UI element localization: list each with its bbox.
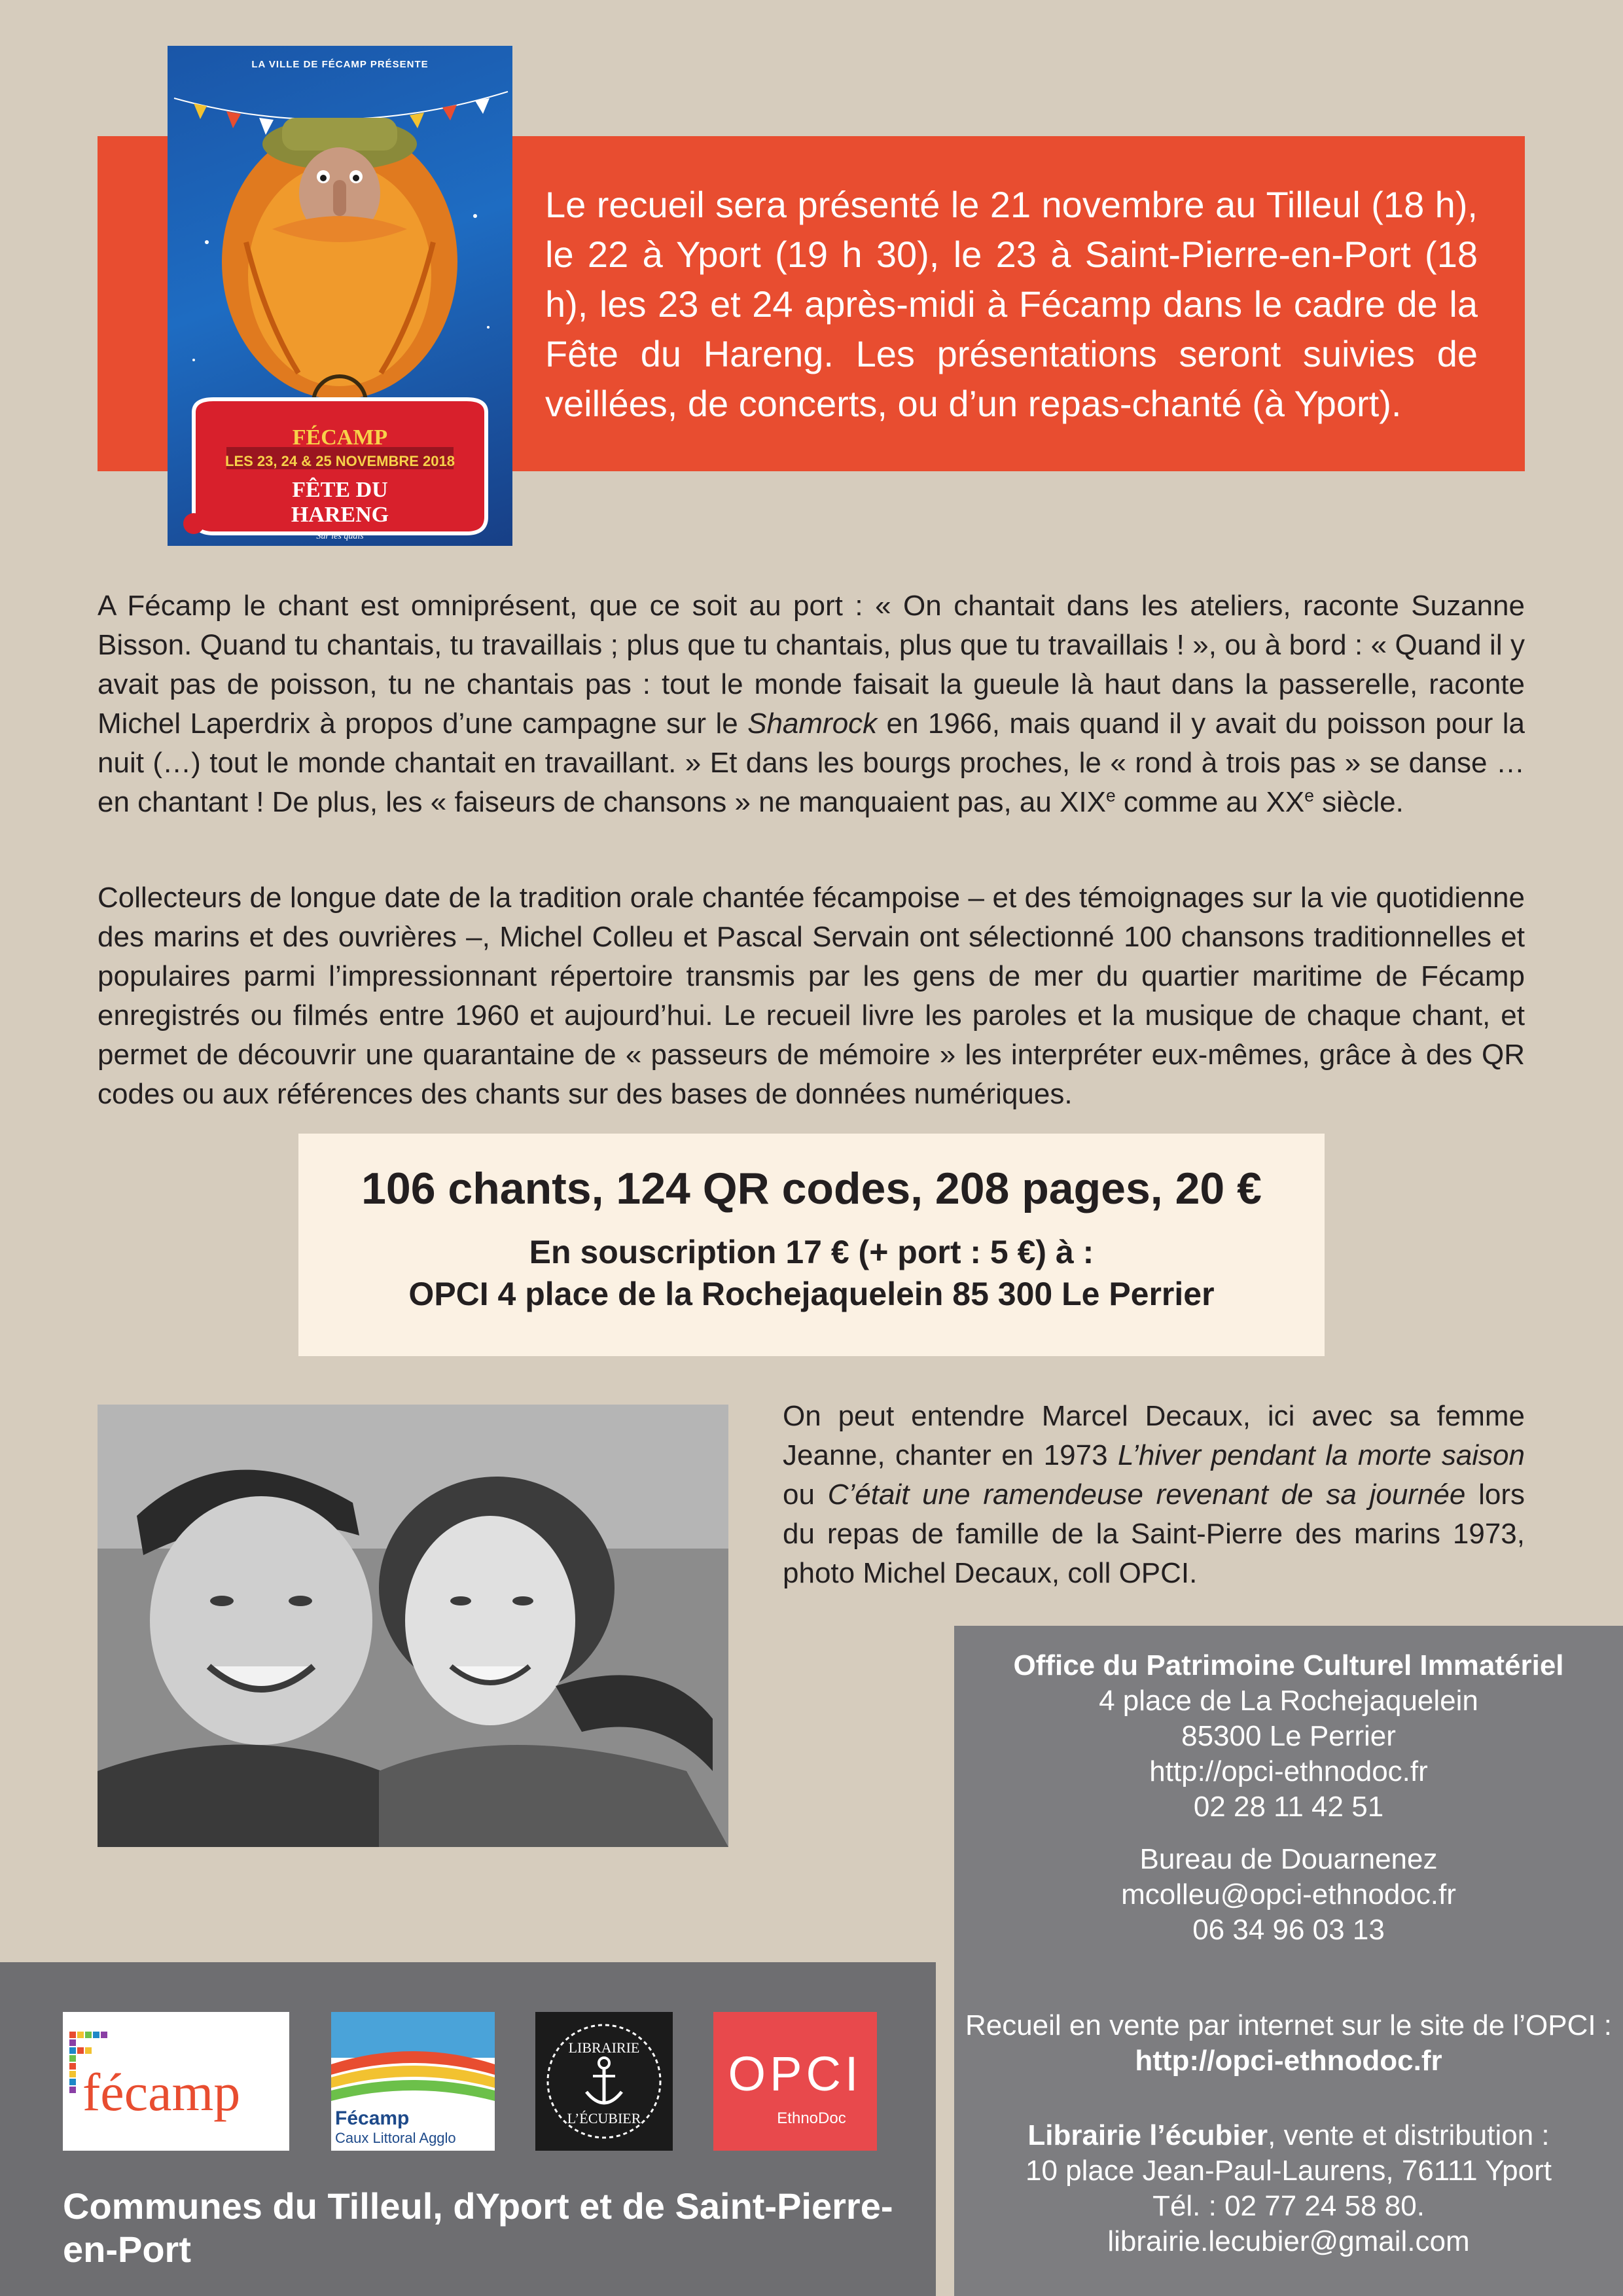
para1-part4: siècle. [1313,786,1404,818]
fecamp-logo [63,2012,289,2151]
poster-dates: LES 23, 24 & 25 NOVEMBRE 2018 [225,453,455,469]
para1-part2: en 1966, mais quand il y avait du poisson pour la nuit (…) tout le monde chantait en travaillant. » Et dans les bourgs proches, le « rond à trois pas » se danse …en chantant ! De plus, les « faiseurs de chansons » ne manquaient pas, au XIX [98,708,1525,818]
anchor-icon [535,2012,673,2151]
contact-panel [954,1626,1623,2296]
online-sale-link[interactable]: http://opci-ethnodoc.fr [1135,2045,1442,2077]
phone-number: 02 28 11 42 51 [1193,1791,1384,1823]
caption-part3: lors du repas de famille de la Saint-Pierre des marins 1973, photo Michel Decaux, coll OPCI. [783,1479,1525,1589]
online-sale-block [954,2008,1623,2079]
couple-photo-drawing [98,1405,728,1847]
subscription-address: OPCI 4 place de la Rochejaquelein 85 300 Le Perrier [408,1276,1215,1312]
city-address: 85300 Le Perrier [1181,1720,1396,1752]
agglo-logo-name: Fécamp [335,2108,410,2129]
book-info-headline: 106 chants, 124 QR codes, 208 pages, 20 € [361,1164,1262,1213]
online-sale-text: Recueil en vente par internet sur le site de l’OPCI : [965,2009,1613,2041]
caption-part2: ou [783,1479,828,1511]
poster-signature: Sur les quais [316,531,364,541]
bureau-name: Bureau de Douarnenez [1139,1843,1438,1875]
agglo-logo-subtitle: Caux Littoral Agglo [335,2130,456,2146]
fecamp-logo-text: fécamp [82,2062,241,2122]
subscription-price: En souscription 17 € (+ port : 5 €) à : [529,1234,1094,1270]
announcement-text: Le recueil sera présenté le 21 novembre au Tilleul (18 h), le 22 à Yport (19 h 30), le 23 à Saint-Pierre-en-Port (18 h), les 23 et 24 après-midi à Fécamp dans le cadre de la Fête du Hareng. Les présentations seront suivies de veillées, de concerts, ou d’un repas-chanté (à Yport). [545,184,1478,424]
song-title: L’hiver pendant la morte saison [1118,1439,1525,1471]
fecamp-logo-mark [63,2012,289,2151]
poster-presents-text: LA VILLE DE FÉCAMP PRÉSENTE [251,59,429,70]
sponsor-band [0,1962,936,2296]
librairie-lecubier-logo [535,2012,673,2151]
bookshop-phone: Tél. : 02 77 24 58 80. [1152,2190,1425,2222]
para1-part3: comme au XX [1115,786,1305,818]
collectors-paragraph: Collecteurs de longue date de la tradition orale chantée fécampoise – et des témoignages sur la vie quotidienne des marins et des ouvrières –, Michel Colleu et Pascal Servain ont sélectionné 100 chansons traditionnelles et populaires parmi l’impressionnant répertoire transmis par les gens de mer du quartier maritime de Fécamp enregistrés ou filmés entre 1960 et aujourd’hui. Le recueil livre les paroles et la musique de chaque chant, et permet de découvrir une quarantaine de « passeurs de mémoire » les interpréter eux-mêmes, grâce à des QR codes ou aux références des chants sur des bases de données numériques. [98,882,1525,1110]
caption-part1: On peut entendre Marcel Decaux, ici avec sa femme Jeanne, chanter en 1973 [783,1400,1525,1471]
agglo-logo-mark [331,2012,495,2151]
ecubier-logo-bottom: L’ÉCUBIER [567,2110,641,2126]
poster-fete-line2: HARENG [291,503,389,527]
intro-paragraph [98,586,1525,822]
bureau-phone: 06 34 96 03 13 [1192,1914,1385,1946]
fete-du-hareng-poster [168,46,512,546]
photo-caption [783,1397,1525,1593]
couple-photo [98,1405,728,1847]
opci-logo-subtitle: EthnoDoc [777,2109,846,2127]
ecubier-logo-top: LIBRAIRIE [568,2039,640,2056]
bookshop-role: , vente et distribution : [1268,2119,1550,2151]
bookshop-address: 10 place Jean-Paul-Laurens, 76111 Yport [1026,2155,1552,2187]
bookshop-name: Librairie l’écubier [1027,2119,1268,2151]
email-link[interactable]: mcolleu@opci-ethnodoc.fr [1121,1878,1456,1910]
opci-logo-mark [713,2012,877,2151]
poster-fete-title [168,478,512,528]
bookshop-email[interactable]: librairie.lecubier@gmail.com [1107,2225,1470,2257]
opci-logo [713,2012,877,2151]
para1-part1: A Fécamp le chant est omniprésent, que ce soit au port : « On chantait dans les ateliers, raconte Suzanne Bisson. Quand tu chantais, tu travaillais ; plus que tu chantais, plus que tu travaillais ! », ou à bord : « Quand il y avait pas de poisson, tu ne chantais pas : tout le monde faisait la gueule là haut dans la passerelle, raconte Michel Laperdrix à propos d’une campagne sur le [98,590,1525,740]
organization-name: Office du Patrimoine Culturel Immatériel [1013,1649,1564,1681]
poster-illustration [168,46,512,546]
opci-logo-text: OPCI [728,2047,863,2101]
song-title: C’était une ramendeuse revenant de sa journée [827,1479,1466,1511]
ship-name: Shamrock [747,708,878,740]
caux-littoral-agglo-logo [331,2012,495,2151]
poster-fete-line1: FÊTE DU [292,478,388,502]
poster-city: FÉCAMP [292,425,388,450]
bureau-block [954,1842,1623,1948]
website-link[interactable]: http://opci-ethnodoc.fr [1149,1755,1428,1787]
book-info-box [298,1134,1325,1356]
bookshop-block [954,2118,1623,2259]
century-superscript: e [1304,785,1314,806]
century-superscript: e [1106,785,1116,806]
communes-credit: Communes du Tilleul, dYport et de Saint-Pierre-en-Port [63,2185,893,2270]
opci-address-block [954,1648,1623,1825]
street-address: 4 place de La Rochejaquelein [1099,1685,1478,1717]
